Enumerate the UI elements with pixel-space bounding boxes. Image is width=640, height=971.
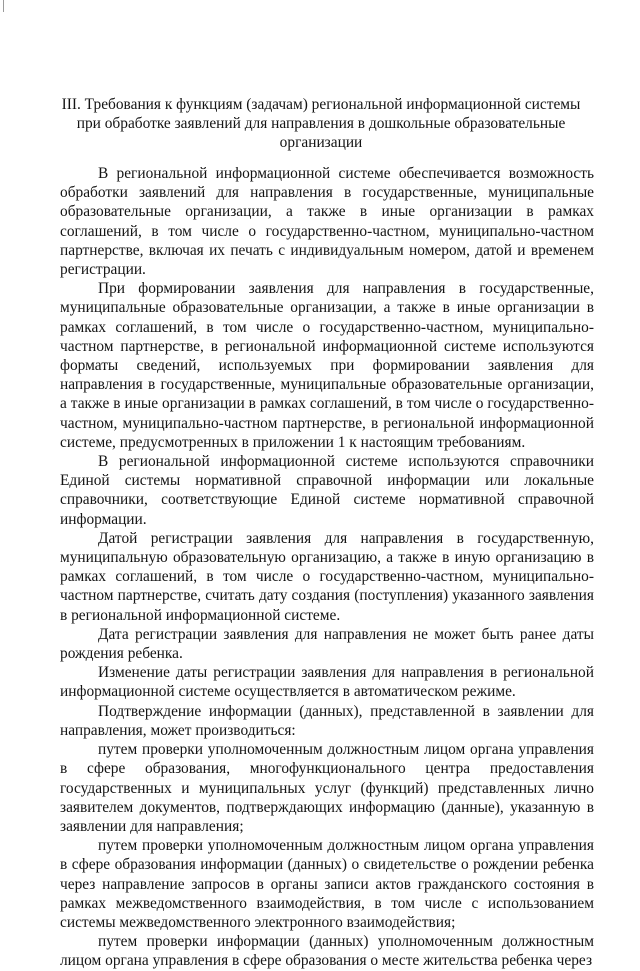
list-item-paragraph: путем проверки уполномоченным должностным лицом органа управления в сфере образования, многофункционального центра предоставления государственных и муниципальных услуг (функций) представленных лично заявителем документов, подтверждающих информацию (данные), указанную в заявлении для направления; xyxy=(60,741,594,835)
paragraph: В региональной информационной системе обеспечивается возможность обработки заявлений для направления в государственные, муниципальные образовательные организации, а также в иные организации в рамках соглашений, в том числе о государственно-частном, муниципально-частном партнерстве, включая их печать с индивидуальным номером, датой и временем регистрации. xyxy=(60,165,594,279)
paragraph: При формировании заявления для направления в государственные, муниципальные образовательные организации, а также в иные организации в рамках соглашений, в том числе о государственно-частном, муниципально-частном партнерстве, в региональной информационной системе используются форматы сведений, используемых при формировании заявления для направления в государственные, муниципальные образовательные организации, а также в иные организации в рамках соглашений, в том числе о государственно-частном, муниципально-частном партнерстве, в региональной информационной системе, предусмотренных в приложении 1 к настоящим требованиям. xyxy=(60,280,594,451)
paragraph: Датой регистрации заявления для направления в государственную, муниципальную образовательную организацию, а также в иную организацию в рамках соглашений, в том числе о государственно-частном, муниципально-частном партнерстве, считать дату создания (поступления) указанного заявления в региональной информационной системе. xyxy=(60,529,594,624)
paragraph: Изменение даты регистрации заявления для направления в региональной информационной системе осуществляется в автоматическом режиме. xyxy=(60,664,594,701)
section-heading: III. Требования к функциям (задачам) региональной информационной системы при обработке заявлений для направления в дошкольные образовательные организации xyxy=(61,96,581,151)
paragraph: В региональной информационной системе используются справочники Единой системы нормативной справочной информации или локальные справочники, соответствующие Единой системе нормативной справочной информации. xyxy=(60,453,594,528)
list-item-paragraph: путем проверки уполномоченным должностным лицом органа управления в сфере образования информации (данных) о свидетельстве о рождении ребенка через направление запросов в органы записи актов гражданского состояния в рамках межведомственного взаимодействия, в том числе с использованием системы межведомственного электронного взаимодействия; xyxy=(60,837,594,931)
paragraph: Дата регистрации заявления для направления не может быть ранее даты рождения ребенка. xyxy=(60,625,594,663)
paragraph: Подтверждение информации (данных), представленной в заявлении для направления, может производиться: xyxy=(60,702,594,739)
document-body xyxy=(60,164,594,971)
scan-edge-mark xyxy=(3,0,4,12)
list-item-paragraph: путем проверки информации (данных) уполномоченным должностным лицом органа управления в сфере образования о месте жительства ребенка через xyxy=(60,933,594,970)
